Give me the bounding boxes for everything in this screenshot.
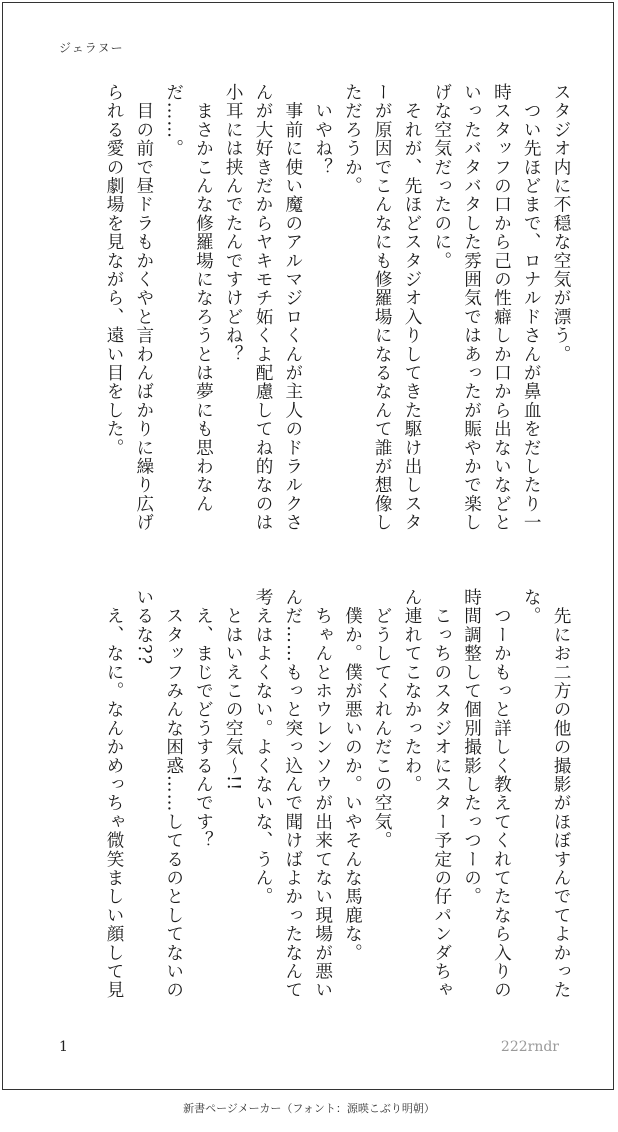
paragraph: それが、先ほどスタジオ入りしてきた駆け出しスターが原因でこんなにも修羅場になるなんて誰が想像しただろうか。 (342, 83, 423, 532)
paragraph: え、まじでどうするんです？ (193, 588, 214, 850)
paragraph: こっちのスタジオにスター予定の仔パンダちゃん連れてこなかったわ。 (402, 588, 452, 1000)
paragraph: 先にお二方の他の撮影がほぼすんでてよかったな。 (521, 588, 571, 1000)
paragraph: どうしてくれんだこの空気。 (372, 588, 393, 850)
text-block-bottom (55, 588, 575, 1008)
page-frame (2, 2, 614, 1090)
paragraph: とはいえこの空気〜!! (223, 588, 244, 792)
paragraph: つい先ほどまで、ロナルドさんが鼻血をだしたり一時スタッフの口から己の性癖しか口から出ないなどといったバタバタした雰囲気ではあったが賑やかで楽しげな空気だったのに。 (431, 83, 542, 532)
paragraph: 事前に使い魔のアルマジロくんが主人のドラルクさんが大好きだからヤキモチ妬くよ配慮してね的なのは小耳には挟んでたんですけどね？ (223, 83, 303, 532)
paragraph: まさかこんな修羅場になろうとは夢にも思わなんだ……。 (163, 83, 214, 514)
text-block-top (55, 83, 575, 543)
author-mark: 222rndr (500, 1039, 559, 1055)
paragraph: ちゃんとホウレンソウが出来てない現場が悪いんだ……もっと突っ込んで聞けばよかったなんて考えはよくない。よくないな、うん。 (253, 588, 333, 1000)
paragraph: スタジオ内に不穏な空気が漂う。 (551, 83, 571, 364)
paragraph: え、なに。なんかめっちゃ微笑ましい顔して見 (104, 588, 125, 1000)
paragraph: つーかもっと詳しく教えてくれてたなら入りの時間調整して個別撮影したっつーの。 (461, 588, 512, 1000)
paragraph: 僕か。僕が悪いのか。いやそんな馬鹿な。 (342, 588, 363, 962)
running-title: ジェラヌー (59, 41, 124, 55)
paragraph: いやね？ (312, 83, 333, 177)
paragraph: スタッフみんな困惑……してるのとしてないのいるな?? (133, 588, 184, 1000)
paragraph: 目の前で昼ドラもかくやと言わんばかりに繰り広げられる愛の劇場を見ながら、遠い目をした。 (104, 83, 154, 532)
page-number: 1 (59, 1039, 68, 1055)
generator-caption: 新書ページメーカー（フォント：源暎こぶり明朝） (183, 1102, 435, 1115)
